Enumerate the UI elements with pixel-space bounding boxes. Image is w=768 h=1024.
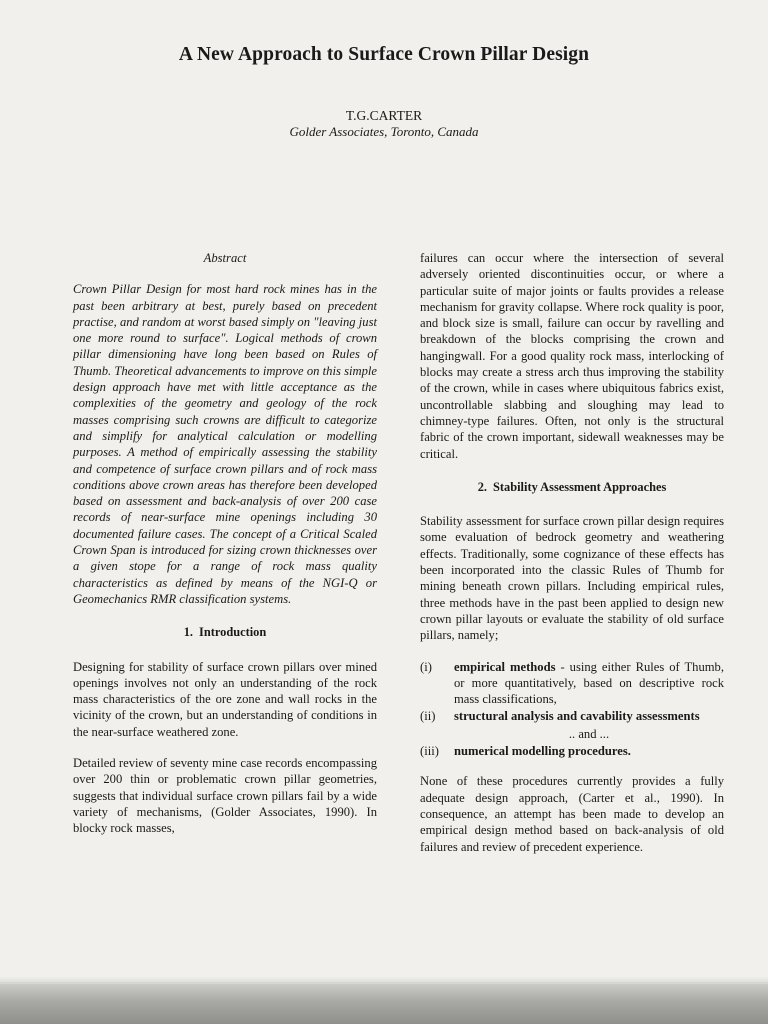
list-item-text: - using either Rules of Thumb, or more quantitatively, based on descriptive rock mass classifications, — [454, 659, 724, 707]
list-item-bold: numerical modelling procedures. — [454, 744, 631, 759]
section-1-number: 1. — [183, 625, 194, 640]
list-item-bold: empirical methods — [454, 659, 556, 674]
section-1-title: Introduction — [199, 625, 267, 640]
intro-paragraph-1: Designing for stability of surface crown pillars over mined openings involves not only an understanding of the rock mass characteristics of the ore zone and wall rocks in the vicinity of the crown, but an understanding of conditions in the near-surface weathered zone. — [73, 659, 377, 739]
list-item — [420, 659, 724, 708]
scan-bottom-edge — [0, 982, 768, 1024]
list-item — [420, 708, 724, 724]
stability-paragraph-2: None of these procedures currently provides a fully adequate design approach, (Carter et al., 1990). In consequence, an attempt has been made to develop an empirical design method based on back-analysis of old failures and review of precedent experience. — [420, 774, 724, 854]
list-item-bold: structural analysis and cavability assessments — [454, 709, 700, 724]
failure-mechanisms-paragraph: failures can occur where the intersection of several adversely oriented discontinuities occur, or where a particular suite of major joints or faults provides a release mechanism for gravity collapse. Where rock quality is poor, and block size is small, failure can occur by ravelling and breakdown of the blocks comprising the crown and hangingwall. For a good quality rock mass, interlocking of blocks may create a stress arch thus improving the stability of the crown, while in cases where ubiquitous fabrics exist, uncontrollable slabbing and sloughing may lead to chimney-type failures. Often, not only is the structural fabric of the crown important, sidewall weaknesses may be critical. — [420, 251, 724, 461]
section-1-heading — [73, 624, 377, 640]
list-marker: (ii) — [420, 709, 436, 724]
list-marker: (iii) — [420, 744, 439, 759]
list-marker: (i) — [420, 659, 432, 674]
left-column — [73, 250, 377, 852]
author-name: T.G.CARTER — [345, 108, 423, 123]
intro-paragraph-2: Detailed review of seventy mine case records encompassing over 200 thin or problematic crown pillar geometries, suggests that individual surface crown pillars fail by a wide variety of mechanisms, (Golder Associates, 1990). In blocky rock masses, — [73, 756, 377, 836]
section-2-title: Stability Assessment Approaches — [493, 479, 667, 494]
stability-paragraph-1: Stability assessment for surface crown pillar design requires some evaluation of bedrock geometry and weathering effects. Traditionally, some cognizance of these effects has been incorporated into the classic Rules of Thumb for mining beneath crown pillars. Including empirical rules, three methods have in the past been applied to design new crown pillar layouts or evaluate the stability of old surface pillars, namely; — [420, 514, 724, 643]
abstract-heading: Abstract — [203, 251, 247, 265]
right-column — [420, 250, 724, 870]
paper-title: A New Approach to Surface Crown Pillar Design — [178, 44, 590, 65]
list-item — [420, 743, 724, 759]
abstract-text: Crown Pillar Design for most hard rock mines has in the past been arbitrary at best, purely based on precedent practise, and random at worst based simply on "leaving just one more round to surface". Logical methods of crown pillar dimensioning have long been based on Rules of Thumb. Theoretical advancements to improve on this simple design approach have met with little acceptance as the complexities of the geometry and geology of the rock masses comprising such crowns are difficult to categorize and simplify for analytical calculation or modelling purposes. A method of empirically assessing the stability and competence of surface crown pillars and of rock mass conditions above crown areas has therefore been developed based on assessment and back-analysis of over 200 case records of near-surface mine openings including 30 documented failure cases. The concept of a Critical Scaled Crown Span is introduced for sizing crown thicknesses over a given stope for a range of rock mass quality characteristics as defined by means of the NGI-Q or Geomechanics RMR classification systems. — [73, 282, 377, 606]
list-item-text: .. and ... — [568, 726, 610, 741]
methods-list — [420, 659, 724, 760]
list-marker — [420, 726, 454, 742]
section-2-number: 2. — [477, 479, 488, 494]
author-affiliation: Golder Associates, Toronto, Canada — [289, 124, 479, 139]
section-2-heading — [420, 479, 724, 495]
list-item — [420, 726, 724, 742]
